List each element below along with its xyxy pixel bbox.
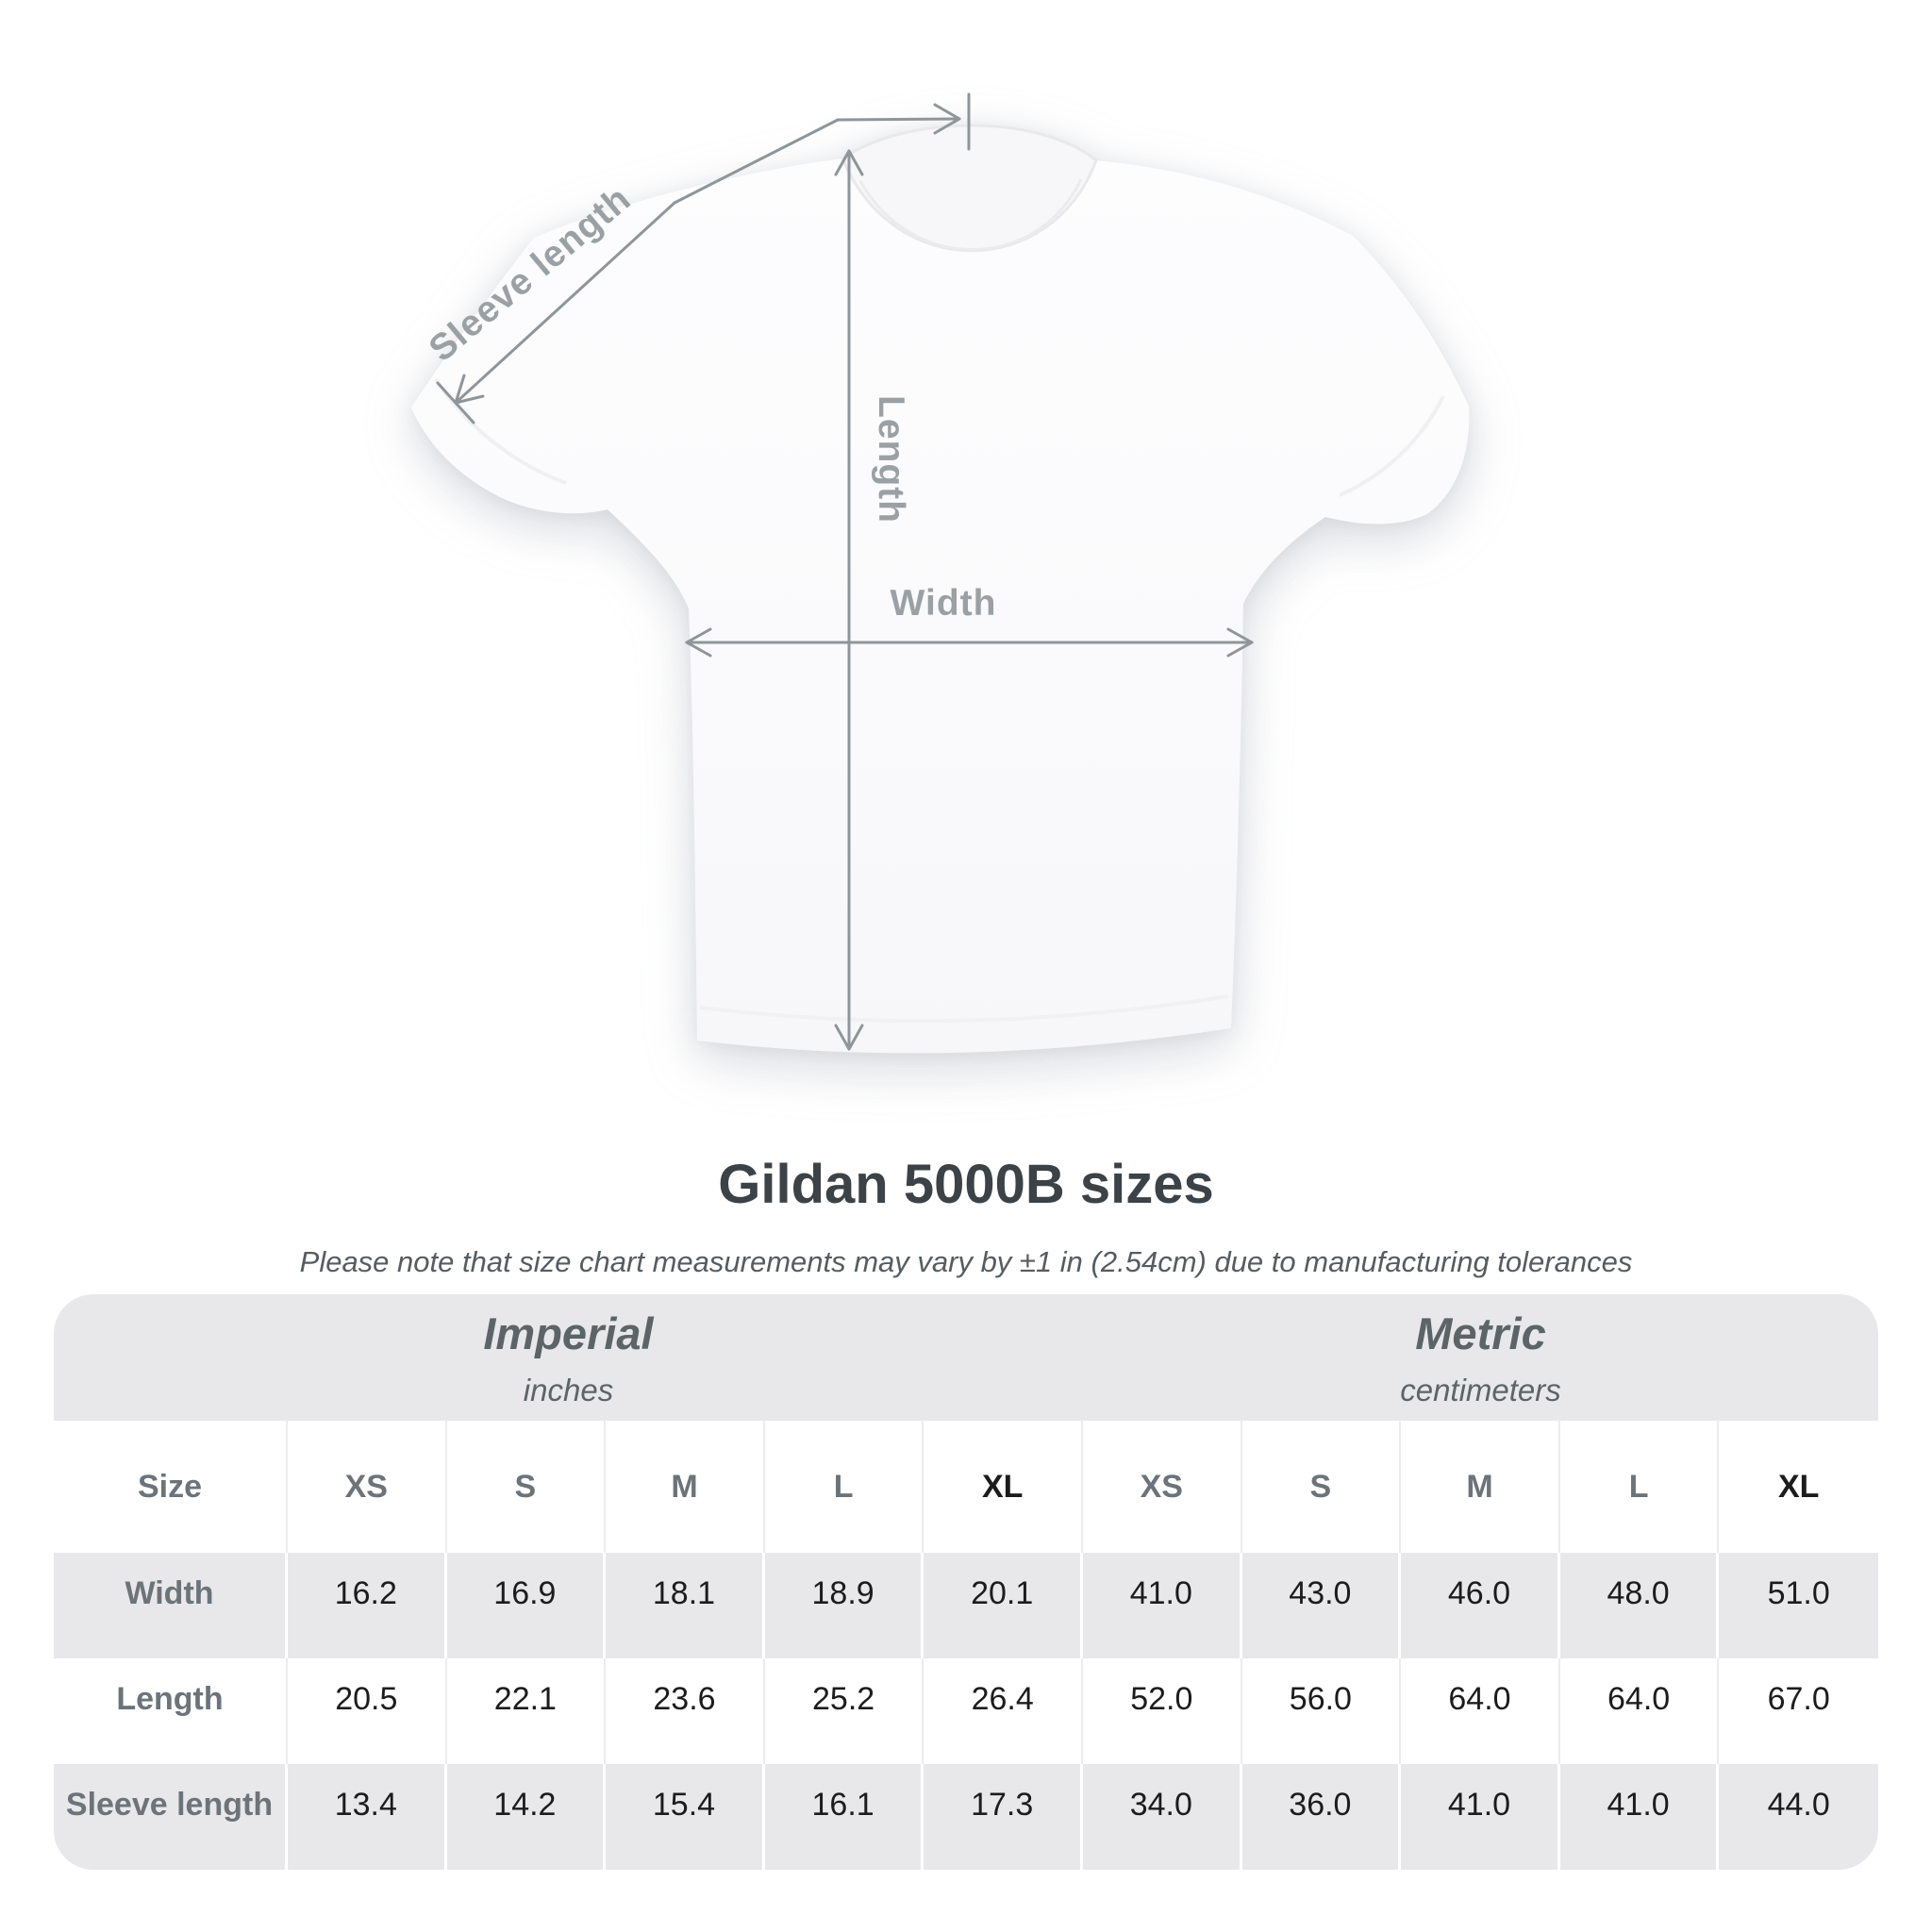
table-value: 41.0 — [1560, 1764, 1720, 1870]
length-label: Length — [871, 395, 911, 524]
metric-unit-label: centimeters — [1400, 1372, 1561, 1407]
size-col-header: XL — [1719, 1421, 1878, 1553]
metric-label: Metric — [1415, 1307, 1546, 1358]
size-col-header: M — [606, 1421, 765, 1553]
tolerance-note: Please note that size chart measurements may vary by ±1 in (2.54cm) due to manufacturing tolerances — [299, 1245, 1633, 1278]
size-table — [54, 1294, 1878, 1870]
table-value: 51.0 — [1719, 1553, 1878, 1658]
table-value: 14.2 — [447, 1764, 607, 1870]
table-value: 20.5 — [288, 1658, 447, 1764]
table-value: 22.1 — [447, 1658, 607, 1764]
size-header: Size — [54, 1421, 288, 1553]
size-col-header: XL — [924, 1421, 1083, 1553]
metric-group-header — [1083, 1294, 1878, 1421]
table-value: 64.0 — [1560, 1658, 1720, 1764]
imperial-label: Imperial — [483, 1307, 654, 1358]
table-value: 15.4 — [606, 1764, 765, 1870]
table-value: 44.0 — [1719, 1764, 1878, 1870]
table-value: 34.0 — [1083, 1764, 1242, 1870]
size-col-header: M — [1401, 1421, 1560, 1553]
table-value: 26.4 — [924, 1658, 1083, 1764]
row-label: Width — [54, 1553, 288, 1658]
table-value: 25.2 — [765, 1658, 924, 1764]
table-value: 48.0 — [1560, 1553, 1720, 1658]
table-value: 43.0 — [1242, 1553, 1402, 1658]
table-value: 64.0 — [1401, 1658, 1560, 1764]
imperial-group-header — [54, 1294, 1083, 1421]
table-value: 18.1 — [606, 1553, 765, 1658]
table-value: 17.3 — [924, 1764, 1083, 1870]
table-value: 13.4 — [288, 1764, 447, 1870]
table-value: 67.0 — [1719, 1658, 1878, 1764]
table-value: 23.6 — [606, 1658, 765, 1764]
sleeve-length-label: Sleeve length — [421, 177, 640, 370]
table-value: 16.2 — [288, 1553, 447, 1658]
row-label: Length — [54, 1658, 288, 1764]
table-value: 56.0 — [1242, 1658, 1402, 1764]
width-label: Width — [890, 583, 997, 624]
size-col-header: S — [1242, 1421, 1402, 1553]
size-col-header: S — [447, 1421, 607, 1553]
table-value: 41.0 — [1401, 1764, 1560, 1870]
size-col-header: XS — [1083, 1421, 1242, 1553]
table-value: 46.0 — [1401, 1553, 1560, 1658]
table-value: 41.0 — [1083, 1553, 1242, 1658]
table-value: 16.9 — [447, 1553, 607, 1658]
table-value: 16.1 — [765, 1764, 924, 1870]
page-title: Gildan 5000B sizes — [718, 1154, 1214, 1215]
table-value: 20.1 — [924, 1553, 1083, 1658]
size-col-header: L — [765, 1421, 924, 1553]
table-value: 52.0 — [1083, 1658, 1242, 1764]
size-col-header: L — [1560, 1421, 1720, 1553]
table-value: 18.9 — [765, 1553, 924, 1658]
row-label: Sleeve length — [54, 1764, 288, 1870]
size-col-header: XS — [288, 1421, 447, 1553]
table-value: 36.0 — [1242, 1764, 1402, 1870]
imperial-unit-label: inches — [523, 1372, 614, 1407]
